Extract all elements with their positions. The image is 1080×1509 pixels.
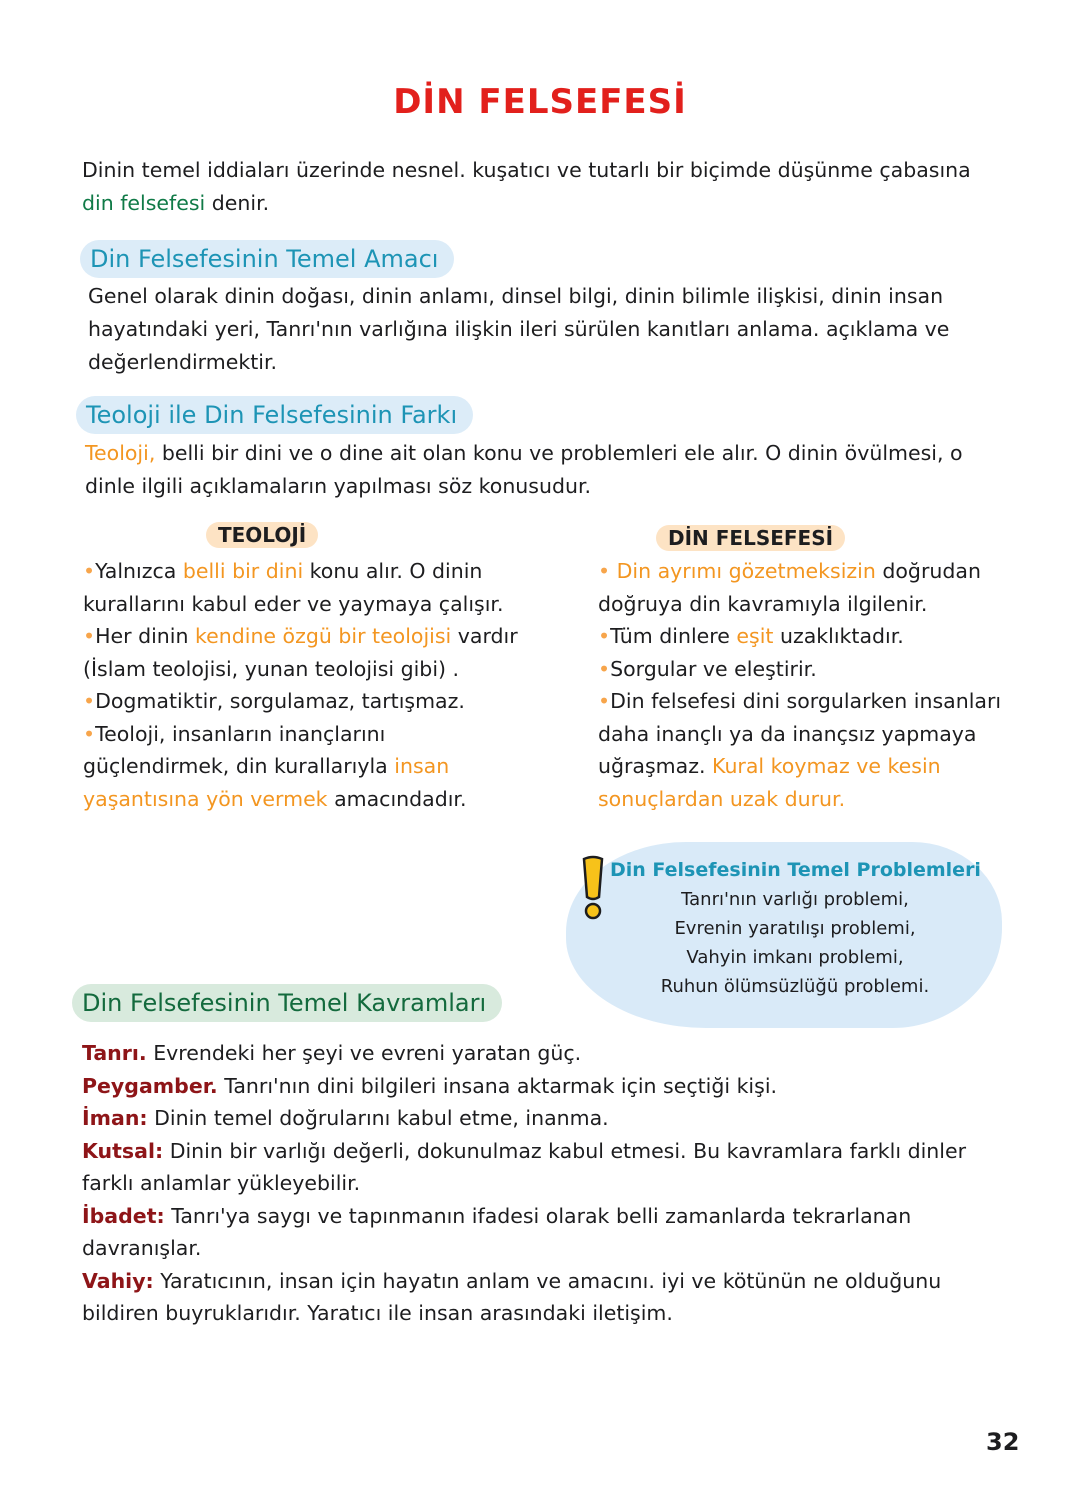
dinfel-heading: DİN FELSEFESİ	[656, 525, 845, 551]
bullet-icon: •	[598, 559, 611, 583]
problems-list	[610, 885, 980, 1001]
bullet-icon: •	[83, 624, 96, 648]
kavramlar-list	[82, 1037, 1012, 1330]
list-item: •Dogmatiktir, sorgulamaz, tartışmaz.	[83, 689, 465, 713]
list-item: İman: Dinin temel doğrularını kabul etme, inanma.	[82, 1106, 609, 1130]
problems-title: Din Felsefesinin Temel Problemleri	[610, 859, 981, 881]
list-item: Ruhun ölümsüzlüğü problemi.	[660, 976, 930, 997]
bullet-icon: •	[598, 689, 611, 713]
list-item: Peygamber. Tanrı'nın dini bilgileri insana aktarmak için seçtiği kişi.	[82, 1073, 778, 1098]
exclamation-icon	[578, 855, 608, 921]
section-heading-kavramlar: Din Felsefesinin Temel Kavramları	[72, 984, 502, 1022]
teoloji-list	[83, 555, 533, 815]
teoloji-heading: TEOLOJİ	[206, 522, 318, 548]
list-item: Vahyin imkanı problemi,	[686, 947, 904, 968]
list-item: •Din felsefesi dini sorgularken insanları daha inançlı ya da inançsız yapmaya uğraşmaz. Kural koymaz ve kesin sonuçlardan uzak durur.	[598, 689, 1002, 811]
section-heading-amac: Din Felsefesinin Temel Amacı	[80, 240, 454, 278]
list-item: •Her dinin kendine özgü bir teolojisi vardır (İslam teolojisi, yunan teolojisi gibi) .	[83, 624, 518, 681]
list-item: • Din ayrımı gözetmeksizin doğrudan doğruya din kavramıyla ilgilenir.	[598, 559, 981, 616]
intro-highlight: din felsefesi	[82, 191, 206, 215]
amac-body: Genel olarak dinin doğası, dinin anlamı, dinsel bilgi, dinin bilimle ilişkisi, dinin insan hayatındaki yeri, Tanrı'nın varlığına ilişkin ileri sürülen kanıtları anlama. açıklama ve değerlendirmektir.	[88, 284, 950, 374]
list-item: Vahiy: Yaratıcının, insan için hayatın anlam ve amacını. iyi ve kötünün ne olduğunu bildiren buyruklarıdır. Yaratıcı ile insan arasındaki iletişim.	[82, 1268, 942, 1325]
list-item: •Teoloji, insanların inançlarını güçlendirmek, din kurallarıyla insan yaşantısına yön vermek amacındadır.	[83, 721, 467, 811]
bullet-icon: •	[83, 559, 96, 583]
list-item: İbadet: Tanrı'ya saygı ve tapınmanın ifadesi olarak belli zamanlarda tekrarlanan davranışlar.	[82, 1203, 912, 1260]
dinfel-list	[598, 555, 1018, 815]
intro-paragraph: Dinin temel iddiaları üzerinde nesnel. kuşatıcı ve tutarlı bir biçimde düşünme çabasına din felsefesi denir.	[82, 158, 971, 215]
list-item: •Tüm dinlere eşit uzaklıktadır.	[598, 624, 904, 648]
list-item: Tanrı. Evrendeki her şeyi ve evreni yaratan güç.	[82, 1041, 582, 1065]
list-item: •Yalnızca belli bir dini konu alır. O dinin kurallarını kabul eder ve yaymaya çalışır.	[83, 559, 504, 616]
page-title: DİN FELSEFESİ	[393, 82, 687, 122]
bullet-icon: •	[83, 689, 96, 713]
list-item: Kutsal: Dinin bir varlığı değerli, dokunulmaz kabul etmesi. Bu kavramlara farklı dinler farklı anlamlar yükleyebilir.	[82, 1138, 967, 1195]
page-number: 32	[986, 1428, 1020, 1456]
list-item: Evrenin yaratılışı problemi,	[674, 918, 916, 939]
bullet-icon: •	[598, 656, 611, 681]
list-item: Tanrı'nın varlığı problemi,	[681, 889, 909, 910]
bullet-icon: •	[83, 721, 96, 746]
section-heading-fark: Teoloji ile Din Felsefesinin Farkı	[76, 396, 473, 434]
bullet-icon: •	[598, 624, 611, 648]
fark-body: Teoloji, belli bir dini ve o dine ait olan konu ve problemleri ele alır. O dinin övülmesi, o dinle ilgili açıklamaların yapılması söz konusudur.	[85, 441, 963, 498]
list-item: •Sorgular ve eleştirir.	[598, 656, 817, 681]
